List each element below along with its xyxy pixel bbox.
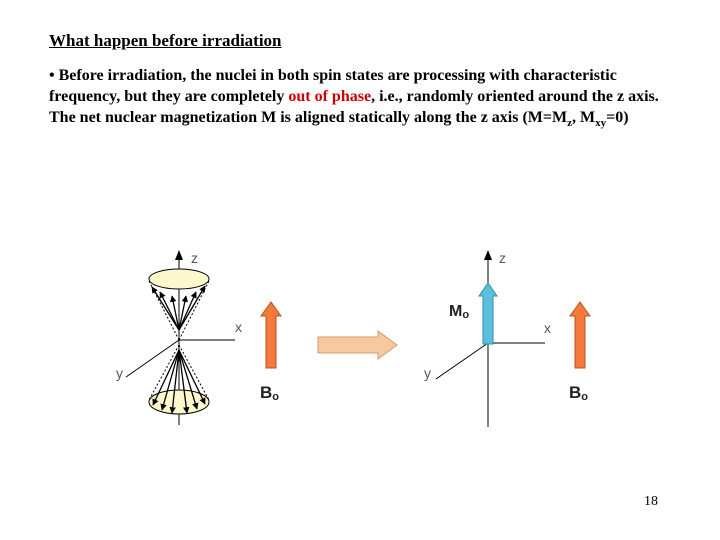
right-x-label: x — [544, 320, 551, 336]
m0-magnetization-arrow — [479, 283, 497, 344]
sub-z: z — [567, 117, 572, 130]
right-b0-arrow — [570, 302, 590, 368]
left-x-label: x — [235, 319, 242, 335]
left-z-label: z — [191, 250, 198, 266]
left-b0-arrow — [261, 302, 281, 368]
para-text-2: , i.e., randomly oriented around the z axis. The net nuclear magnetization M is aligned statically along the z axis (M=M — [49, 88, 659, 126]
left-b-label: Bo — [260, 383, 280, 403]
transition-arrow — [318, 331, 397, 359]
right-z-arrowhead-icon — [484, 250, 492, 260]
bullet: • — [49, 67, 59, 84]
slide-title: What happen before irradiation — [49, 31, 282, 50]
para-text-3: , M — [572, 109, 596, 126]
right-z-label: z — [499, 250, 506, 266]
page-number: 18 — [644, 494, 658, 509]
z-arrowhead-icon — [175, 250, 183, 260]
sub-xy: xy — [595, 117, 607, 130]
right-b-label: Bo — [569, 383, 589, 403]
para-text-4: =0) — [606, 109, 629, 126]
m0-label: Mo — [449, 303, 470, 321]
para-text-1: Before irradiation, the nuclei in both spin states are processing with characteristic frequency, but they are completely — [49, 67, 617, 105]
out-of-phase-highlight: out of phase — [288, 88, 372, 105]
right-y-label: y — [424, 365, 431, 381]
left-y-label: y — [116, 365, 123, 381]
